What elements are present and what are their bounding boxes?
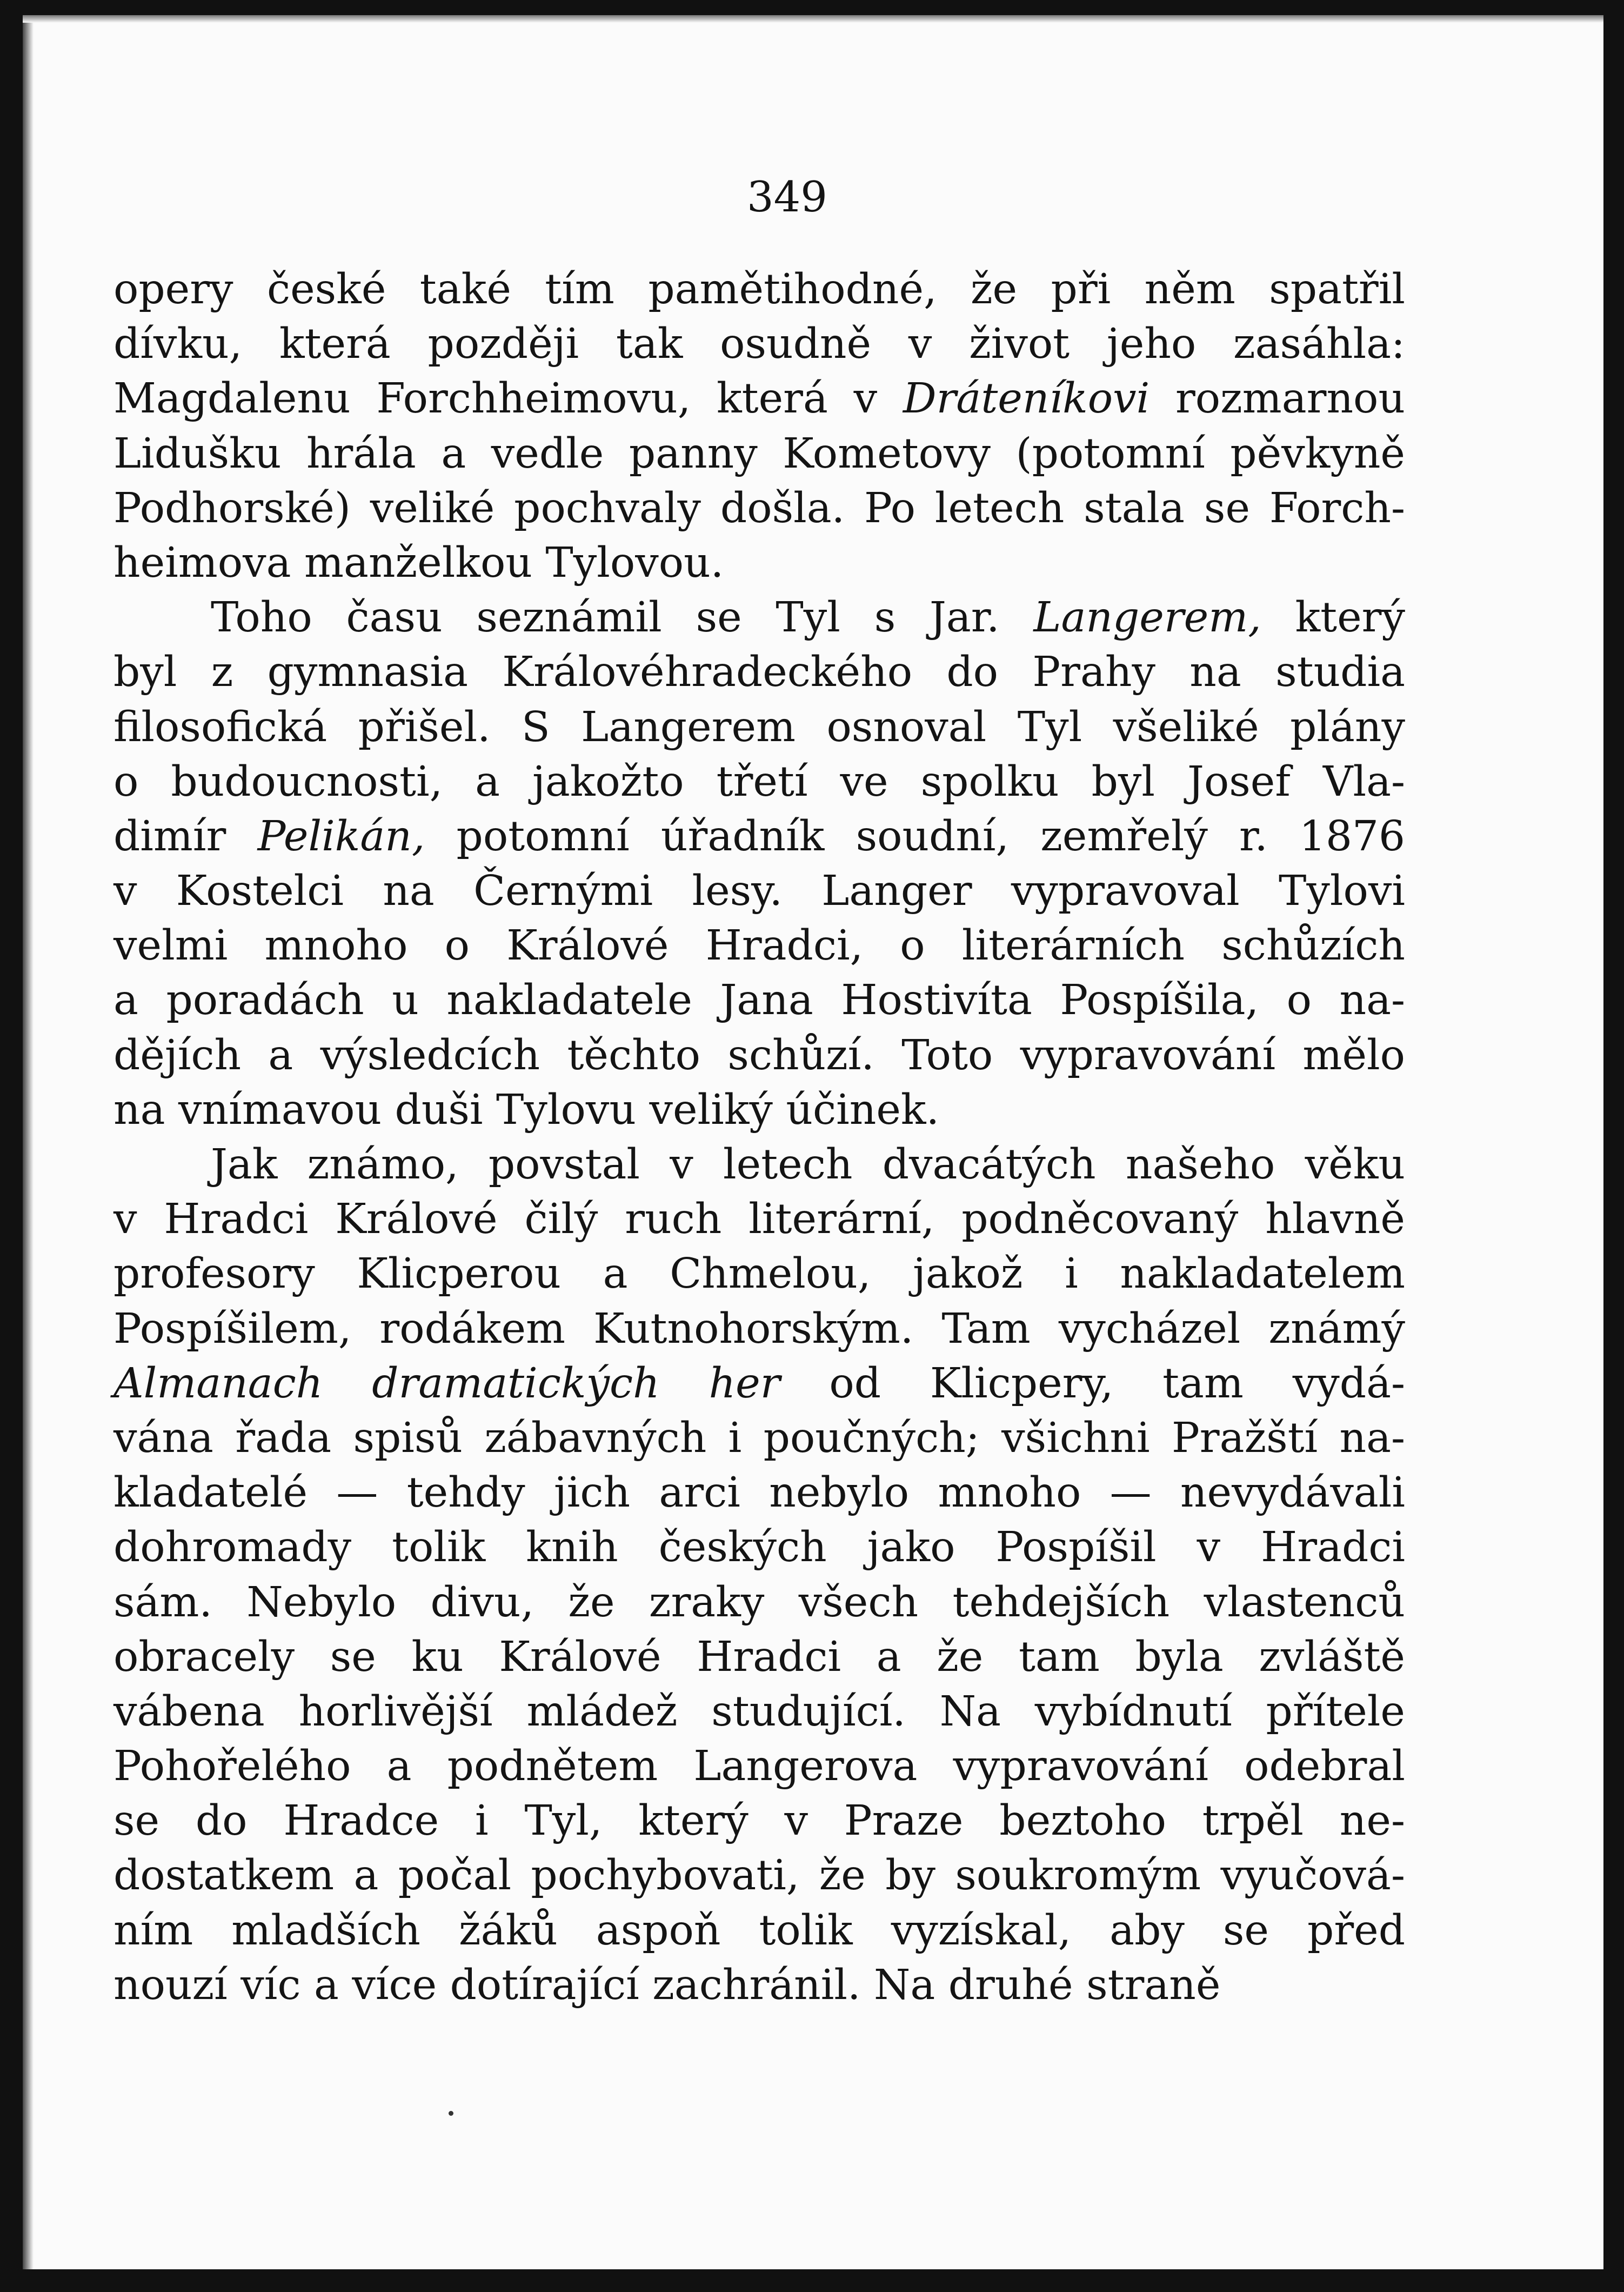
text-line <box>113 918 1405 973</box>
text-line <box>113 1302 1405 1356</box>
text-segment: potomní úřadník soudní, zemřelý r. 1876 <box>425 812 1406 861</box>
text-segment: ním mladších žáků aspoň tolik vyzískal, aby se před <box>113 1906 1405 1955</box>
text-line <box>113 1247 1405 1301</box>
text-line <box>113 1411 1405 1465</box>
text-line <box>113 1739 1405 1794</box>
text-segment: Magdalenu Forchheimovu, která v <box>113 375 903 423</box>
text-line <box>113 262 1405 317</box>
page-edge-shadow <box>23 15 34 2269</box>
italic-text: Langerem, <box>1033 594 1261 642</box>
text-segment: Pohořelého a podnětem Langerova vypravování odebral <box>113 1742 1405 1791</box>
text-segment: na vnímavou duši Tylovu veliký účinek. <box>113 1085 940 1134</box>
text-segment: dohromady tolik knih českých jako Pospíšil v Hradci <box>113 1523 1405 1572</box>
text-line <box>113 536 1405 590</box>
italic-text: Dráteníkovi <box>903 375 1150 423</box>
text-segment: se do Hradce i Tyl, který v Praze beztoho trpěl ne- <box>113 1797 1405 1845</box>
text-line <box>113 1028 1405 1083</box>
text-segment: byl z gymnasia Královéhradeckého do Prahy na studia <box>113 648 1405 697</box>
text-segment: sám. Nebylo divu, že zraky všech tehdejších vlastenců <box>113 1578 1405 1627</box>
italic-text: Pelikán, <box>257 812 425 861</box>
text-segment: kladatelé — tehdy jich arci nebylo mnoho — nevydávali <box>113 1469 1405 1517</box>
text-segment: nouzí víc a více dotírající zachránil. Na druhé straně <box>113 1961 1221 2009</box>
text-line <box>113 1848 1405 1903</box>
text-segment: rozmarnou <box>1150 375 1405 423</box>
text-segment: opery české také tím pamětihodné, že při něm spatřil <box>113 265 1405 314</box>
text-line <box>113 755 1405 809</box>
text-segment: o budoucnosti, a jakožto třetí ve spolku byl Josef Vla- <box>113 757 1405 806</box>
text-line <box>113 700 1405 755</box>
text-line <box>113 590 1405 645</box>
page-top-shadow <box>23 15 1603 23</box>
text-line <box>113 371 1405 426</box>
text-line <box>113 1137 1405 1192</box>
text-segment: obracely se ku Králové Hradci a že tam byla zvláště <box>113 1633 1405 1681</box>
text-line <box>113 1356 1405 1411</box>
text-segment: heimova manželkou Tylovou. <box>113 538 724 587</box>
text-line <box>113 1192 1405 1247</box>
italic-text: Almanach dramatických her <box>113 1359 780 1408</box>
text-segment: vána řada spisů zábavných i poučných; všichni Pražští na- <box>113 1414 1405 1462</box>
text-segment: v Kostelci na Černými lesy. Langer vypravoval Tylovi <box>113 867 1405 916</box>
text-segment: profesory Klicperou a Chmelou, jakož i nakladatelem <box>113 1250 1405 1298</box>
text-line <box>113 1575 1405 1630</box>
text-line <box>113 1520 1405 1575</box>
page-number: 349 <box>747 173 827 222</box>
text-segment: velmi mnoho o Králové Hradci, o literárních schůzích <box>113 922 1405 970</box>
text-segment: dějích a výsledcích těchto schůzí. Toto vypravování mělo <box>113 1031 1405 1080</box>
text-line <box>113 1903 1405 1958</box>
ink-speck <box>449 2111 453 2116</box>
text-segment: Jak známo, povstal v letech dvacátých našeho věku <box>211 1141 1405 1189</box>
text-line <box>113 1083 1405 1137</box>
text-line <box>113 973 1405 1028</box>
text-segment: v Hradci Králové čilý ruch literární, podněcovaný hlavně <box>113 1195 1405 1244</box>
text-segment: dimír <box>113 812 258 861</box>
text-segment: Pospíšilem, rodákem Kutnohorským. Tam vycházel známý <box>113 1304 1405 1353</box>
text-line <box>113 809 1405 864</box>
text-line <box>113 645 1405 699</box>
text-segment: a poradách u nakladatele Jana Hostivíta Pospíšila, o na- <box>113 976 1405 1025</box>
text-line <box>113 1465 1405 1520</box>
text-line <box>113 1684 1405 1739</box>
text-segment: od Klicpery, tam vydá- <box>780 1359 1405 1408</box>
text-line <box>113 481 1405 536</box>
text-line <box>113 864 1405 918</box>
text-line <box>113 1794 1405 1848</box>
text-segment: Podhorské) veliké pochvaly došla. Po letech stala se Forch- <box>113 484 1405 532</box>
text-line <box>113 1958 1405 2013</box>
text-segment: filosofická přišel. S Langerem osnoval Tyl všeliké plány <box>113 703 1405 751</box>
text-segment: vábena horlivější mládež studující. Na vybídnutí přítele <box>113 1687 1405 1736</box>
text-segment: dostatkem a počal pochybovati, že by soukromým vyučová- <box>113 1851 1405 1900</box>
text-line <box>113 427 1405 481</box>
text-segment: který <box>1261 594 1405 642</box>
text-line <box>113 317 1405 371</box>
text-segment: Lidušku hrála a vedle panny Kometovy (potomní pěvkyně <box>113 429 1405 478</box>
text-line <box>113 1630 1405 1684</box>
body-text <box>113 262 1405 2013</box>
text-segment: dívku, která později tak osudně v život jeho zasáhla: <box>113 320 1405 369</box>
text-segment: Toho času seznámil se Tyl s Jar. <box>211 594 1034 642</box>
